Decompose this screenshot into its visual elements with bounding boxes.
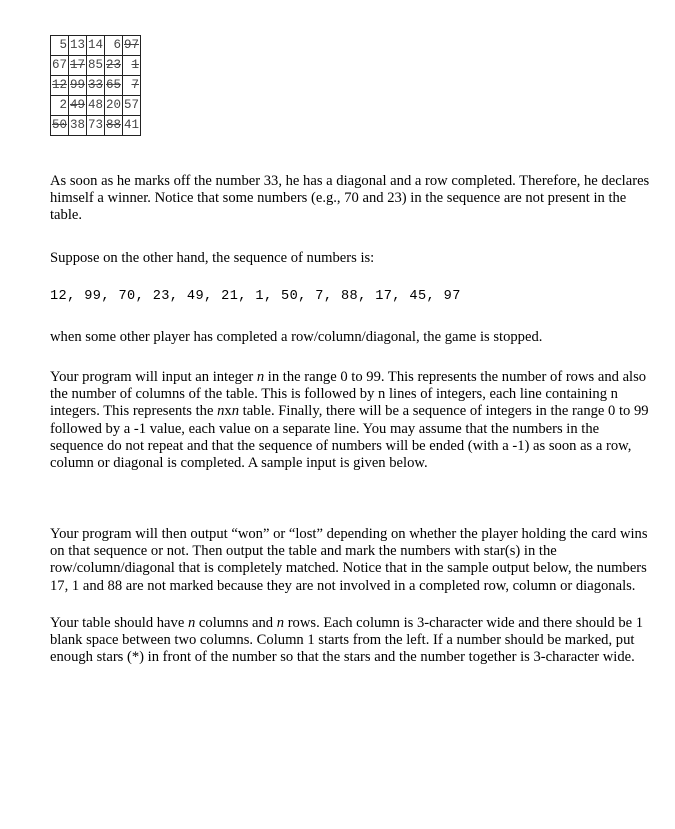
p6-text-c: rows. Each column is 3-character wide and there should be 1 blank space between two columns. Column 1 starts from the left. If a number should be marked, put enough stars (*) in front of the number so that the stars and the number together is 3-character wide. bbox=[50, 615, 644, 666]
table-cell bbox=[69, 116, 87, 136]
marked-number: 1 bbox=[131, 58, 139, 72]
cell-number: 6 bbox=[113, 38, 121, 52]
table-cell bbox=[87, 56, 105, 76]
marked-number: 33 bbox=[88, 78, 104, 92]
marked-number: 12 bbox=[52, 78, 68, 92]
table-row bbox=[51, 36, 141, 56]
cell-number: 57 bbox=[124, 98, 140, 112]
paragraph-output-spec: Your program will then output “won” or “lost” depending on whether the player holding the card wins on that sequence or not. Then output the table and mark the numbers with star(s) in the row/column/diagonal that is completely matched. Notice that in the sample output below, the numbers 17, 1 and 88 are not marked because they are not involved in a completed row, column or diagonals. bbox=[50, 526, 648, 594]
table-row bbox=[51, 116, 141, 136]
p6-var-n-2: n bbox=[276, 615, 285, 631]
table-row bbox=[51, 96, 141, 116]
paragraph-game-stopped: when some other player has completed a row/column/diagonal, the game is stopped. bbox=[50, 329, 543, 345]
table-cell bbox=[87, 116, 105, 136]
p4-var-n-a: n bbox=[217, 403, 225, 420]
marked-number: 7 bbox=[131, 78, 139, 92]
cell-number: 38 bbox=[70, 118, 86, 132]
marked-number: 23 bbox=[106, 58, 122, 72]
paragraph-sequence-intro: Suppose on the other hand, the sequence of numbers is: bbox=[50, 250, 375, 266]
table-cell bbox=[123, 96, 141, 116]
cell-number: 13 bbox=[70, 38, 86, 52]
cell-number: 20 bbox=[106, 98, 122, 112]
table-cell bbox=[123, 36, 141, 56]
table-row bbox=[51, 56, 141, 76]
cell-number: 2 bbox=[59, 98, 67, 112]
paragraph-winner: As soon as he marks off the number 33, he has a diagonal and a row completed. Therefore, he declares himself a winner. Notice that some numbers (e.g., 70 and 23) in the sequence are not present in the table. bbox=[50, 173, 650, 224]
bingo-table bbox=[50, 35, 141, 136]
cell-number: 67 bbox=[52, 58, 68, 72]
table-cell bbox=[87, 76, 105, 96]
table-cell bbox=[123, 56, 141, 76]
marked-number: 88 bbox=[106, 118, 122, 132]
p4-var-n-b: n bbox=[231, 403, 239, 420]
table-cell bbox=[51, 36, 69, 56]
p6-text-a: Your table should have bbox=[50, 615, 188, 631]
table-cell bbox=[69, 96, 87, 116]
marked-number: 97 bbox=[124, 38, 140, 52]
marked-number: 17 bbox=[70, 58, 86, 72]
p4-times-x: x bbox=[224, 403, 232, 420]
paragraph-input-spec bbox=[50, 369, 650, 472]
cell-number: 14 bbox=[88, 38, 104, 52]
p4-var-n: n bbox=[256, 369, 265, 385]
cell-number: 85 bbox=[88, 58, 104, 72]
cell-number: 73 bbox=[88, 118, 104, 132]
table-cell bbox=[51, 76, 69, 96]
marked-number: 99 bbox=[70, 78, 86, 92]
p4-text-b: in the range 0 to 99. This represents the number of rows and also the number of columns of the table. This is followed by n lines of integers, each line containing n integers. This represents the bbox=[50, 369, 647, 420]
table-cell bbox=[51, 116, 69, 136]
p4-text-c: table. Finally, there will be a sequence of integers in the range 0 to 99 followed by a -1 value, each value on a separate line. You may assume that the numbers in the sequence do not repeat and that the sequence of numbers will be ended (with a -1) as soon as a row, column or diagonal is completed. A sample input is given below. bbox=[50, 403, 649, 472]
p6-var-n: n bbox=[187, 615, 196, 631]
table-cell bbox=[69, 36, 87, 56]
table-cell bbox=[105, 116, 123, 136]
cell-number: 41 bbox=[124, 118, 140, 132]
marked-number: 49 bbox=[70, 98, 86, 112]
table-cell bbox=[105, 36, 123, 56]
table-cell bbox=[87, 96, 105, 116]
number-sequence: 12, 99, 70, 23, 49, 21, 1, 50, 7, 88, 17, 45, 97 bbox=[50, 289, 461, 304]
table-cell bbox=[51, 96, 69, 116]
table-cell bbox=[69, 76, 87, 96]
table-cell bbox=[123, 76, 141, 96]
cell-number: 48 bbox=[88, 98, 104, 112]
cell-number: 5 bbox=[59, 38, 67, 52]
p6-text-b: columns and bbox=[195, 615, 277, 631]
table-cell bbox=[105, 76, 123, 96]
table-cell bbox=[105, 56, 123, 76]
table-cell bbox=[69, 56, 87, 76]
p4-text-a: Your program will input an integer bbox=[50, 369, 257, 385]
marked-number: 65 bbox=[106, 78, 122, 92]
table-cell bbox=[105, 96, 123, 116]
bingo-table-wrapper bbox=[50, 35, 141, 136]
marked-number: 50 bbox=[52, 118, 68, 132]
table-row bbox=[51, 76, 141, 96]
table-cell bbox=[123, 116, 141, 136]
paragraph-format-spec bbox=[50, 615, 650, 667]
table-cell bbox=[87, 36, 105, 56]
table-cell bbox=[51, 56, 69, 76]
